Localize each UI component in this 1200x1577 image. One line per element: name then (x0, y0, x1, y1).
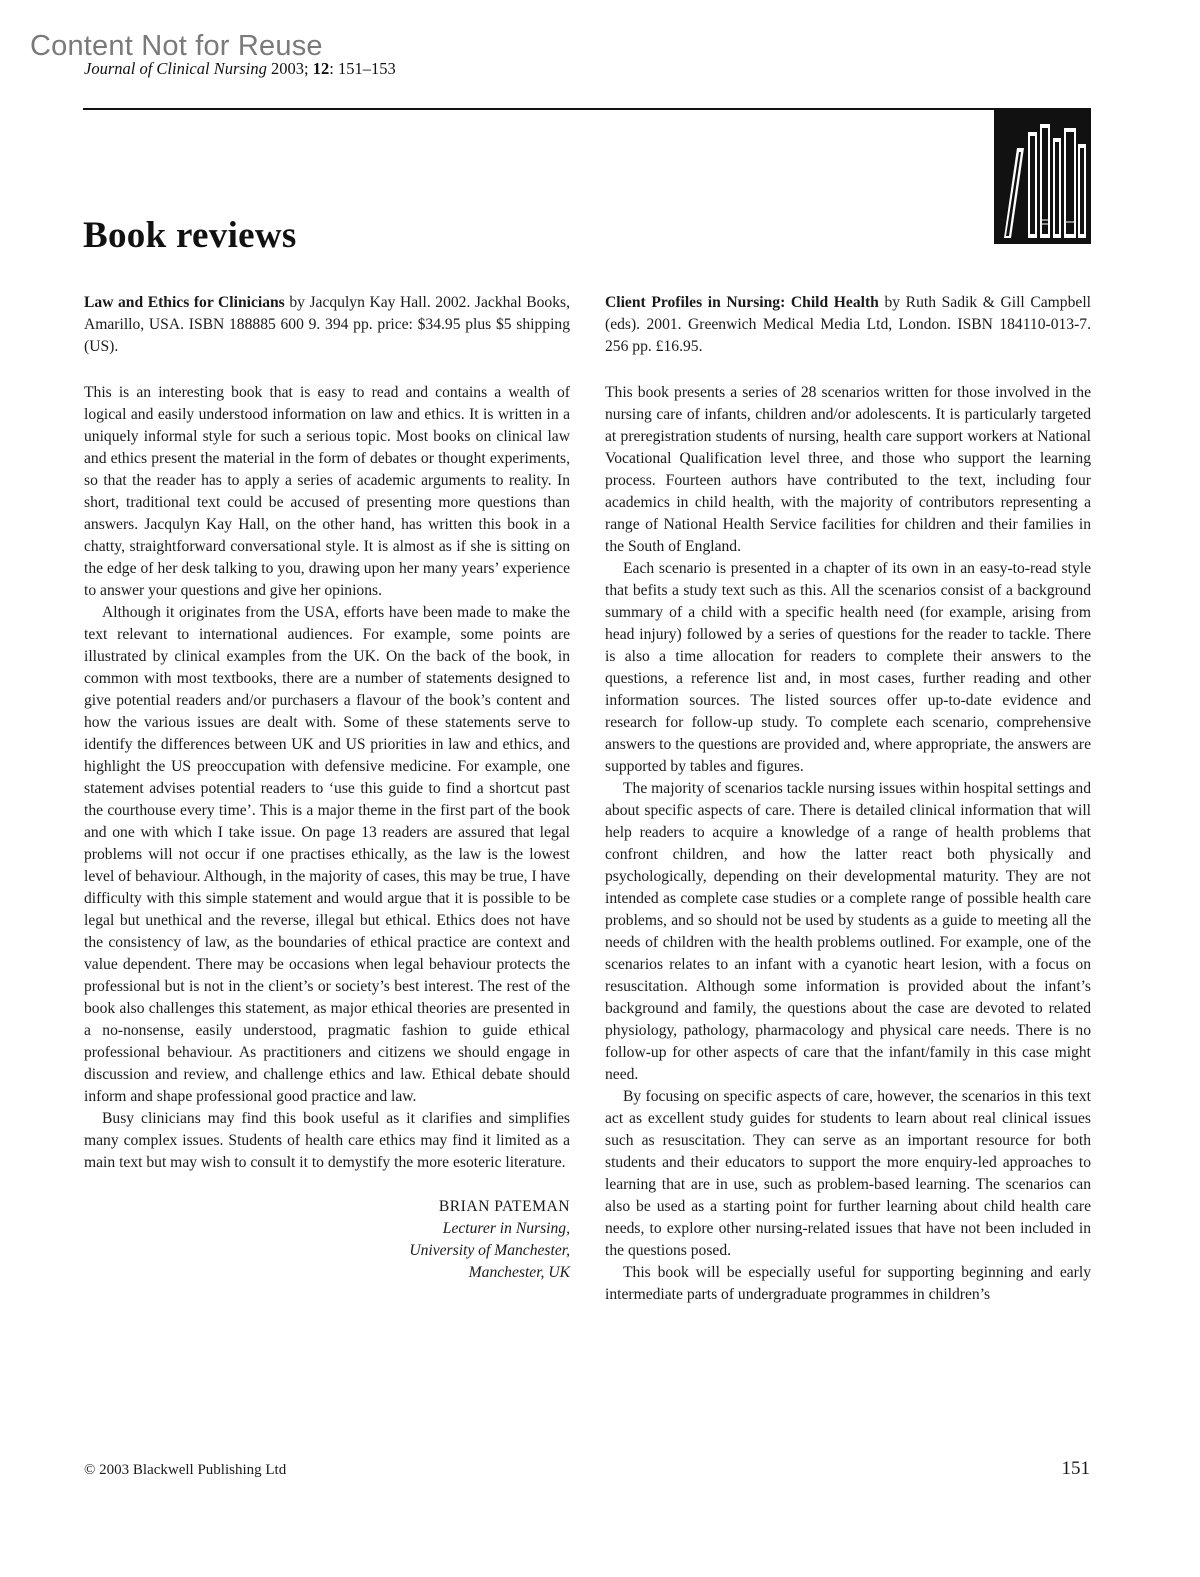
review1-signature (84, 1196, 570, 1284)
review1-paragraph: Busy clinicians may find this book useful as it clarifies and simplifies many complex issues. Students of health care ethics may find it limited as a main text but may wish to consult it to demystify the more esoteric literature. (84, 1110, 570, 1171)
review2-paragraph: This book presents a series of 28 scenarios written for those involved in the nursing care of infants, children and/or adolescents. It is particularly targeted at preregistration students of nursing, health care support workers at National Vocational Qualification level three, and those who support the learning process. Fourteen authors have contributed to the text, including four academics in child health, with the majority of contributors representing a range of National Health Service facilities for children and their families in the South of England. (605, 384, 1091, 555)
page-number: 151 (1061, 1458, 1090, 1479)
review1-title: Law and Ethics for Clinicians (84, 294, 285, 311)
review1-body (84, 382, 570, 1174)
review2-reference (605, 292, 1091, 364)
review2-paragraph: Each scenario is presented in a chapter of its own in an easy-to-read style that befits a study text such as this. All the scenarios consist of a background summary of a child with a specific health need (for example, arising from head injury) followed by a series of questions for the reader to tackle. There is also a time allocation for readers to complete their answers to the questions, a reference list and, in most cases, further reading and other information sources. The listed sources offer up-to-date evidence and research for follow-up study. To complete each scenario, comprehensive answers to the questions are provided and, where appropriate, the answers are supported by tables and figures. (605, 560, 1091, 775)
review2-paragraph: This book will be especially useful for supporting beginning and early intermediate parts of undergraduate programmes in children’s (605, 1264, 1091, 1303)
watermark: Content Not for Reuse (30, 30, 323, 62)
review1-paragraph: Although it originates from the USA, efforts have been made to make the text relevant to international audiences. For example, some points are illustrated by clinical examples from the UK. On the back of the book, in common with most textbooks, there are a number of statements designed to give potential readers and/or purchasers a flavour of the book’s content and how the various issues are dealt with. Some of these statements serve to identify the differences between UK and US priorities in law and ethics, and highlight the US preoccupation with defensive medicine. For example, one statement advises potential readers to ‘use this guide to find a shortcut past the courthouse every time’. This is a major theme in the first part of the book and one with which I take issue. On page 13 readers are assured that legal problems will not occur if one practises ethically, as the law is the lowest level of behaviour. Although, in the majority of cases, this may be true, I have difficulty with this simple statement and would argue that it is possible to be legal but unethical and the reverse, illegal but ethical. Ethics does not have the consistency of law, as the boundaries of ethical practice are context and value dependent. There may be occasions when legal behaviour protects the professional but is not in the client’s or society’s best interest. The rest of the book also challenges this statement, as major ethical theories are presented in a no-nonsense, easily understood, pragmatic fashion to guide ethical professional behaviour. As practitioners and citizens we should engage in discussion and review, and challenge ethics and law. Ethical debate should inform and shape professional good practice and law. (84, 604, 570, 1105)
review1-citation: by Jacqulyn Kay Hall. 2002. Jackhal Books, Amarillo, USA. ISBN 188885 600 9. 394 pp. price: $34.95 plus $5 shipping (US). (84, 294, 570, 355)
section-title: Book reviews (83, 215, 297, 256)
left-column (84, 292, 570, 1284)
reviewer-location: Manchester, UK (468, 1264, 570, 1281)
review2-body (605, 382, 1091, 1306)
copyright: © 2003 Blackwell Publishing Ltd (84, 1462, 287, 1478)
review2-title: Client Profiles in Nursing: Child Health (605, 294, 879, 311)
right-column (605, 292, 1091, 1306)
journal-volume: 12 (312, 59, 330, 78)
journal-year: 2003; (271, 59, 309, 78)
journal-citation (84, 59, 396, 79)
review2-citation: by Ruth Sadik & Gill Campbell (eds). 2001. Greenwich Medical Media Ltd, London. ISBN 184110-013-7. 256 pp. £16.95. (605, 294, 1091, 355)
review1-paragraph: This is an interesting book that is easy to read and contains a wealth of logical and easily understood information on law and ethics. It is written in a uniquely informal style for such a serious topic. Most books on clinical law and ethics present the material in the form of debates or thought experiments, so that the reader has to apply a series of academic arguments to reality. In short, traditional text could be accused of presenting more questions than answers. Jacqulyn Kay Hall, on the other hand, has written this book in a chatty, straightforward conversational style. It is almost as if she is sitting on the edge of her desk talking to you, drawing upon her many years’ experience to answer your questions and give her opinions. (84, 384, 570, 599)
journal-name: Journal of Clinical Nursing (84, 59, 267, 78)
books-icon (994, 110, 1091, 244)
reviewer-institution: University of Manchester, (409, 1242, 570, 1259)
review2-paragraph: By focusing on specific aspects of care, however, the scenarios in this text act as excellent study guides for students to learn about real clinical issues such as resuscitation. They can serve as an important resource for both students and their educators to support the more enquiry-led approaches to learning that are in use, such as problem-based learning. The scenarios can also be used as a starting point for further learning about child health care needs, to explore other nursing-related issues that have not been included in the questions posed. (605, 1088, 1091, 1259)
header-rule (83, 108, 1091, 110)
journal-pages: : 151–153 (329, 59, 396, 78)
reviewer-role: Lecturer in Nursing, (442, 1220, 570, 1237)
reviewer-name: BRIAN PATEMAN (438, 1198, 570, 1215)
review2-paragraph: The majority of scenarios tackle nursing issues within hospital settings and about specific aspects of care. There is detailed clinical information that will help readers to acquire a knowledge of a range of health problems that confront children, and how the latter react both physically and psychologically, depending on their developmental maturity. They are not intended as complete case studies or a complete range of possible health care problems, and so should not be used by students as a guide to meeting all the needs of children with the health problems outlined. For example, one of the scenarios relates to an infant with a cyanotic heart lesion, with a focus on resuscitation. Although some information is provided about the infant’s background and family, the questions about the case are devoted to related physiology, pathology, pharmacology and physical care needs. There is no follow-up for other aspects of care that the infant/family in this case might need. (605, 780, 1091, 1083)
review1-reference (84, 292, 570, 364)
